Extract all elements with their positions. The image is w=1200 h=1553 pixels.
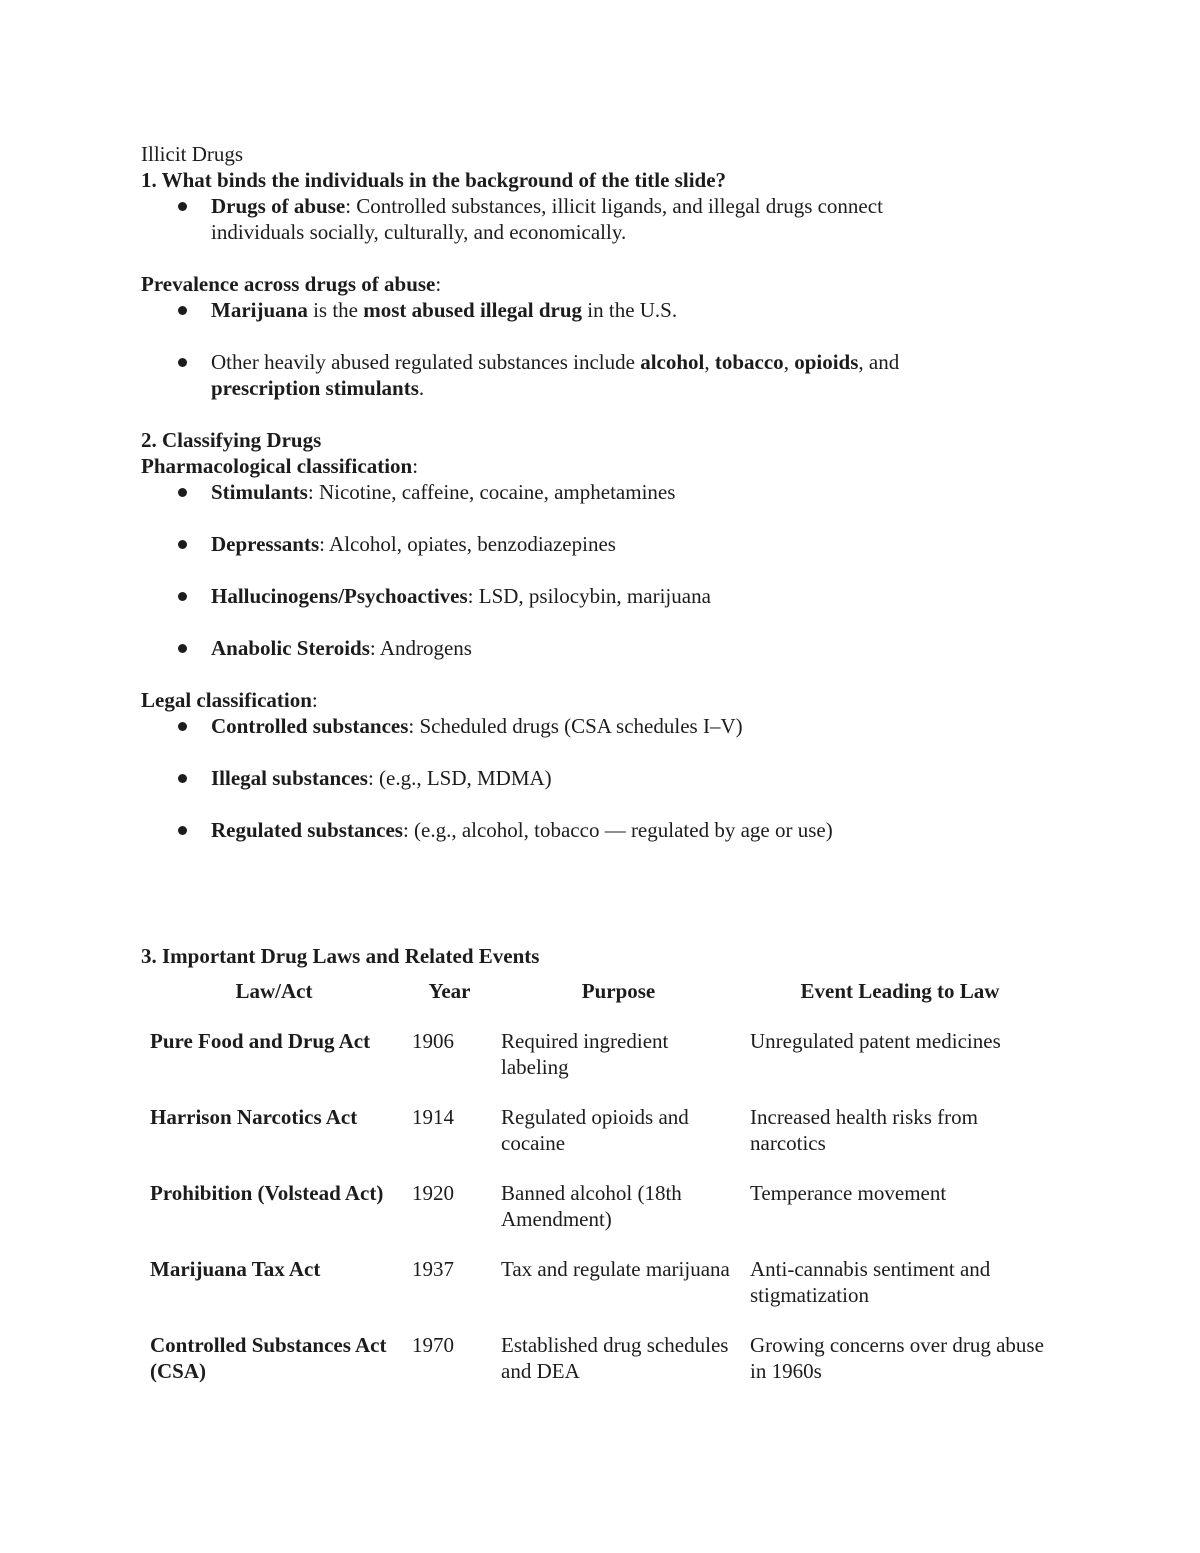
laws-table <box>143 978 1057 1408</box>
bullet-icon <box>178 358 187 367</box>
bullet-icon <box>178 774 187 783</box>
prevalence-list <box>141 297 1061 401</box>
year-cell: 1914 <box>412 1105 454 1129</box>
document-title: Illicit Drugs <box>141 142 244 166</box>
column-header-year: Year <box>428 979 471 1003</box>
purpose-cell: Established drug schedules and DEA <box>501 1333 729 1383</box>
list-item: Controlled substances: Scheduled drugs (CSA schedules I–V) <box>141 713 1061 739</box>
bullet-text: : Controlled substances, illicit ligands, and illegal drugs connect <box>345 194 883 218</box>
purpose-cell: Banned alcohol (18th Amendment) <box>501 1181 682 1231</box>
list-item: Hallucinogens/Psychoactives: LSD, psilocybin, marijuana <box>141 583 1061 609</box>
event-cell: Increased health risks from narcotics <box>750 1105 978 1155</box>
purpose-cell: Regulated opioids and cocaine <box>501 1105 689 1155</box>
bullet-text-continued: individuals socially, culturally, and economically. <box>211 220 627 244</box>
law-cell: Pure Food and Drug Act <box>150 1029 371 1053</box>
bullet-icon <box>178 202 187 211</box>
table-row <box>143 1104 1057 1180</box>
year-cell: 1970 <box>412 1333 454 1357</box>
list-item <box>141 193 1061 245</box>
classifying-heading: 2. Classifying Drugs <box>141 428 322 452</box>
law-cell: Marijuana Tax Act <box>150 1257 321 1281</box>
list-item: Depressants: Alcohol, opiates, benzodiazepines <box>141 531 1061 557</box>
event-cell: Unregulated patent medicines <box>750 1029 1001 1053</box>
question-1-heading: 1. What binds the individuals in the background of the title slide? <box>141 168 727 192</box>
law-cell: Controlled Substances Act (CSA) <box>150 1333 387 1383</box>
bullet-icon <box>178 826 187 835</box>
laws-heading: 3. Important Drug Laws and Related Events <box>141 944 540 968</box>
law-cell: Prohibition (Volstead Act) <box>150 1181 384 1205</box>
event-cell: Growing concerns over drug abuse in 1960s <box>750 1333 1044 1383</box>
term-drugs-of-abuse: Drugs of abuse <box>211 194 346 218</box>
year-cell: 1906 <box>412 1029 454 1053</box>
list-item: Illegal substances: (e.g., LSD, MDMA) <box>141 765 1061 791</box>
list-item: Marijuana is the most abused illegal drug in the U.S. <box>141 297 1061 323</box>
pharmacological-heading: Pharmacological classification: <box>141 454 419 478</box>
event-cell: Anti-cannabis sentiment and stigmatization <box>750 1257 991 1307</box>
document-page <box>141 141 1061 1408</box>
column-header-purpose: Purpose <box>581 979 656 1003</box>
list-item: Other heavily abused regulated substances include alcohol, tobacco, opioids, and prescription stimulants. <box>141 349 1061 401</box>
table-row <box>143 1256 1057 1332</box>
bullet-icon <box>178 488 187 497</box>
bullet-icon <box>178 540 187 549</box>
year-cell: 1937 <box>412 1257 454 1281</box>
event-cell: Temperance movement <box>750 1181 947 1205</box>
table-row <box>143 1028 1057 1104</box>
table-row <box>143 1332 1057 1408</box>
bullet-icon <box>178 592 187 601</box>
list-item: Anabolic Steroids: Androgens <box>141 635 1061 661</box>
law-cell: Harrison Narcotics Act <box>150 1105 358 1129</box>
table-row <box>143 1180 1057 1256</box>
list-item: Regulated substances: (e.g., alcohol, tobacco — regulated by age or use) <box>141 817 1061 843</box>
prevalence-heading: Prevalence across drugs of abuse: <box>141 272 442 296</box>
bullet-icon <box>178 644 187 653</box>
purpose-cell: Tax and regulate marijuana <box>501 1257 730 1281</box>
column-header-law: Law/Act <box>235 979 313 1003</box>
pharmacological-list <box>141 479 1061 661</box>
purpose-cell: Required ingredient labeling <box>501 1029 669 1079</box>
year-cell: 1920 <box>412 1181 454 1205</box>
bullet-icon <box>178 306 187 315</box>
list-item: Stimulants: Nicotine, caffeine, cocaine, amphetamines <box>141 479 1061 505</box>
legal-list <box>141 713 1061 843</box>
legal-heading: Legal classification: <box>141 688 318 712</box>
column-header-event: Event Leading to Law <box>800 979 1000 1003</box>
table-header-row <box>143 978 1057 1028</box>
bullet-icon <box>178 722 187 731</box>
question-1-list <box>141 193 1061 245</box>
